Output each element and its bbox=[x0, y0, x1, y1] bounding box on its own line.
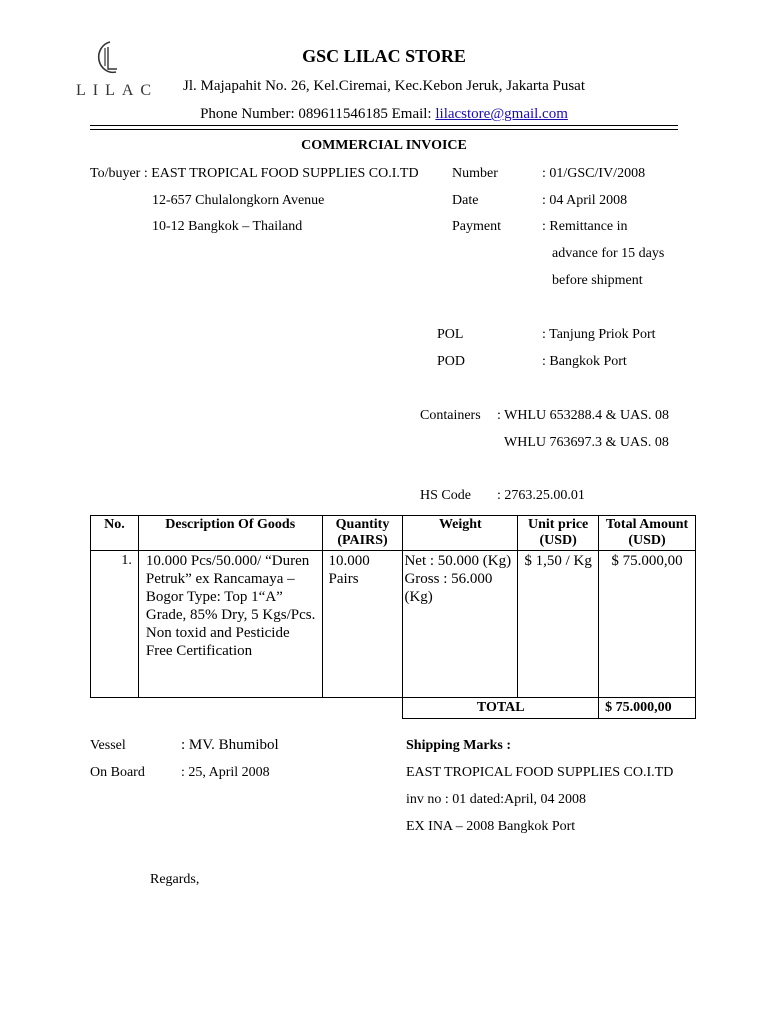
phone-label: Phone Number: 089611546185 Email: bbox=[200, 106, 436, 122]
buyer-name: EAST TROPICAL FOOD SUPPLIES CO.I.TD bbox=[151, 166, 419, 181]
payment-line-2: advance for 15 days bbox=[552, 246, 665, 261]
cell-unit-price: $ 1,50 / Kg bbox=[518, 551, 599, 698]
number-label: Number bbox=[452, 166, 498, 181]
total-value: $ 75.000,00 bbox=[599, 698, 696, 719]
pod-label: POD bbox=[437, 354, 466, 369]
header-description: Description Of Goods bbox=[138, 516, 322, 551]
payment-line-1: : Remittance in bbox=[542, 219, 628, 234]
vessel-value: : MV. Bhumibol bbox=[181, 737, 279, 753]
invoice-title: COMMERCIAL INVOICE bbox=[301, 138, 467, 153]
shipping-marks-line-2: inv no : 01 dated:April, 04 2008 bbox=[406, 792, 587, 807]
closing-regards: Regards, bbox=[150, 872, 200, 887]
payment-line-3: before shipment bbox=[552, 273, 643, 288]
shipping-marks-line-3: EX INA – 2008 Bangkok Port bbox=[406, 819, 576, 834]
cell-no: 1. bbox=[91, 551, 139, 698]
cell-weight: Net : 50.000 (Kg) Gross : 56.000 (Kg) bbox=[403, 551, 518, 698]
vessel-label: Vessel bbox=[90, 738, 126, 753]
header-weight: Weight bbox=[403, 516, 518, 551]
header-no: No. bbox=[91, 516, 139, 551]
cell-total-amount: $ 75.000,00 bbox=[599, 551, 696, 698]
pol-label: POL bbox=[437, 327, 464, 342]
header-rule-bottom bbox=[90, 129, 678, 130]
pol-value: : Tanjung Priok Port bbox=[542, 327, 656, 342]
header-total-amount: Total Amount (USD) bbox=[599, 516, 696, 551]
logo-text: LILAC bbox=[76, 82, 159, 99]
store-name: GSC LILAC STORE bbox=[302, 46, 466, 66]
containers-line-2: WHLU 763697.3 & UAS. 08 bbox=[504, 435, 669, 450]
cell-quantity: 10.000 Pairs bbox=[322, 551, 403, 698]
goods-table bbox=[90, 515, 696, 719]
table-header-row bbox=[91, 516, 696, 551]
onboard-value: : 25, April 2008 bbox=[181, 765, 270, 780]
buyer-address-2: 10-12 Bangkok – Thailand bbox=[152, 219, 303, 234]
cell-description: 10.000 Pcs/50.000/ “Duren Petruk” ex Rancamaya – Bogor Type: Top 1“A” Grade, 85% Dry, 5 Kgs/Pcs. Non toxid and Pesticide Free Certification bbox=[138, 551, 322, 698]
containers-label: Containers bbox=[420, 408, 481, 423]
buyer-label: To/buyer : bbox=[90, 166, 152, 181]
header-rule-top bbox=[90, 125, 678, 126]
buyer-address-1: 12-657 Chulalongkorn Avenue bbox=[152, 193, 325, 208]
store-address: Jl. Majapahit No. 26, Kel.Ciremai, Kec.Kebon Jeruk, Jakarta Pusat bbox=[183, 78, 585, 94]
number-value: : 01/GSC/IV/2008 bbox=[542, 166, 646, 181]
shipping-marks-line-1: EAST TROPICAL FOOD SUPPLIES CO.I.TD bbox=[406, 765, 674, 780]
onboard-label: On Board bbox=[90, 765, 145, 780]
date-value: : 04 April 2008 bbox=[542, 193, 628, 208]
buyer-line bbox=[90, 166, 419, 182]
store-contact bbox=[0, 106, 768, 123]
payment-label: Payment bbox=[452, 219, 501, 234]
hs-code-label: HS Code bbox=[420, 488, 471, 503]
table-row bbox=[91, 551, 696, 698]
header-unit-price: Unit price (USD) bbox=[518, 516, 599, 551]
total-label: TOTAL bbox=[403, 698, 599, 719]
hs-code-value: : 2763.25.00.01 bbox=[497, 488, 585, 503]
shipping-marks-label: Shipping Marks : bbox=[406, 738, 512, 753]
containers-line-1: : WHLU 653288.4 & UAS. 08 bbox=[497, 408, 670, 423]
pod-value: : Bangkok Port bbox=[542, 354, 627, 369]
email-link[interactable]: lilacstore@gmail.com bbox=[435, 106, 568, 122]
header-quantity: Quantity (PAIRS) bbox=[322, 516, 403, 551]
date-label: Date bbox=[452, 193, 479, 208]
total-row bbox=[91, 698, 696, 719]
